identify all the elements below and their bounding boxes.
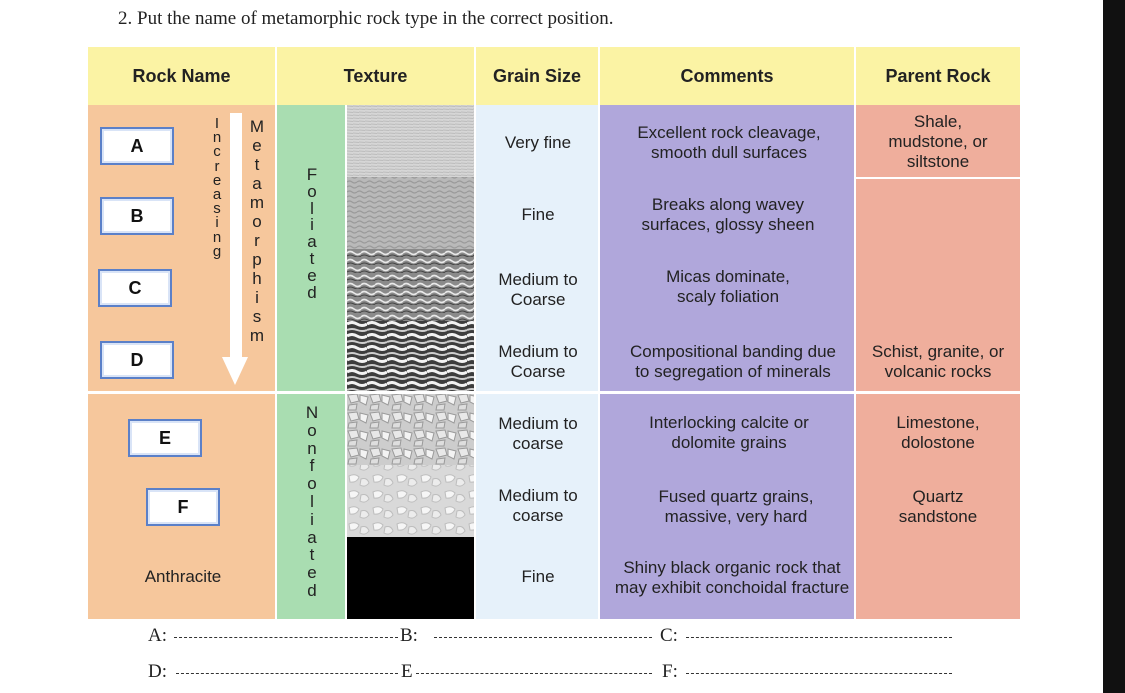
rock-box-e: E xyxy=(128,419,202,457)
header-texture: Texture xyxy=(277,47,476,105)
grain-size-d: Medium to Coarse xyxy=(498,342,578,381)
nonfoliated-label xyxy=(305,404,319,600)
header-comments: Comments xyxy=(600,47,856,105)
rock-box-d: D xyxy=(100,341,174,379)
right-edge-bar xyxy=(1103,0,1125,693)
answer-line-f[interactable] xyxy=(686,673,952,674)
grain-size-a: Very fine xyxy=(504,133,572,152)
rock-box-a: A xyxy=(100,127,174,165)
answer-label-e: E xyxy=(401,661,413,682)
grain-size-c: Medium to Coarse xyxy=(498,270,578,309)
header-parent-rock: Parent Rock xyxy=(856,47,1020,105)
foliated-label-text: F o l i a t e d xyxy=(306,165,318,302)
grain-size-f: Medium to coarse xyxy=(498,486,578,525)
comment-c: Micas dominate, scaly foliation xyxy=(666,267,790,306)
rock-box-f: F xyxy=(146,488,220,526)
header-grain-size: Grain Size xyxy=(476,47,600,105)
rock-name-anthracite: Anthracite xyxy=(144,567,222,586)
metamorphism-label xyxy=(249,117,265,345)
metamorphism-label-text: M e t a m o r p h i s m xyxy=(249,117,265,345)
grain-size-e: Medium to coarse xyxy=(498,414,578,453)
rock-box-c: C xyxy=(98,269,172,307)
increasing-label xyxy=(210,117,224,259)
question-text: 2. Put the name of metamorphic rock type in the correct position. xyxy=(118,8,614,29)
comment-e: Interlocking calcite or dolomite grains xyxy=(649,413,809,452)
comment-d: Compositional banding due to segregation of minerals xyxy=(629,342,837,381)
header-rock-name: Rock Name xyxy=(88,47,277,105)
rock-table xyxy=(88,47,1020,619)
grain-size-b: Fine xyxy=(521,205,555,224)
answer-label-a: A: xyxy=(148,625,167,646)
answer-line-c[interactable] xyxy=(686,637,952,638)
parent-f: Quartz sandstone xyxy=(898,487,978,526)
rock-box-b: B xyxy=(100,197,174,235)
comment-b: Breaks along wavey surfaces, glossy sheen xyxy=(641,195,815,234)
comment-a: Excellent rock cleavage, smooth dull surfaces xyxy=(637,123,821,162)
comment-f: Fused quartz grains, massive, very hard xyxy=(658,487,814,526)
parent-d: Schist, granite, or volcanic rocks xyxy=(871,342,1005,381)
foliated-label xyxy=(305,167,319,301)
nonfoliated-label-text: N o n f o l i a t e d xyxy=(305,403,319,600)
answer-label-f: F: xyxy=(662,661,678,682)
parent-a: Shale, mudstone, or siltstone xyxy=(888,112,988,171)
grain-size-anthracite: Fine xyxy=(521,567,555,586)
answer-label-c: C: xyxy=(660,625,678,646)
answer-line-e[interactable] xyxy=(416,673,652,674)
answer-line-b[interactable] xyxy=(434,637,652,638)
answer-line-d[interactable] xyxy=(176,673,398,674)
texture-image-column xyxy=(347,105,476,619)
row-divider xyxy=(856,177,1020,179)
increasing-label-text: I n c r e a s i n g xyxy=(212,115,222,260)
texture-samples xyxy=(347,105,476,619)
answer-label-d: D: xyxy=(148,661,167,682)
parent-e: Limestone, dolostone xyxy=(896,413,980,452)
comment-anthracite: Shiny black organic rock that may exhibit conchoidal fracture xyxy=(614,558,850,597)
answer-line-a[interactable] xyxy=(174,637,398,638)
answer-label-b: B: xyxy=(400,625,418,646)
